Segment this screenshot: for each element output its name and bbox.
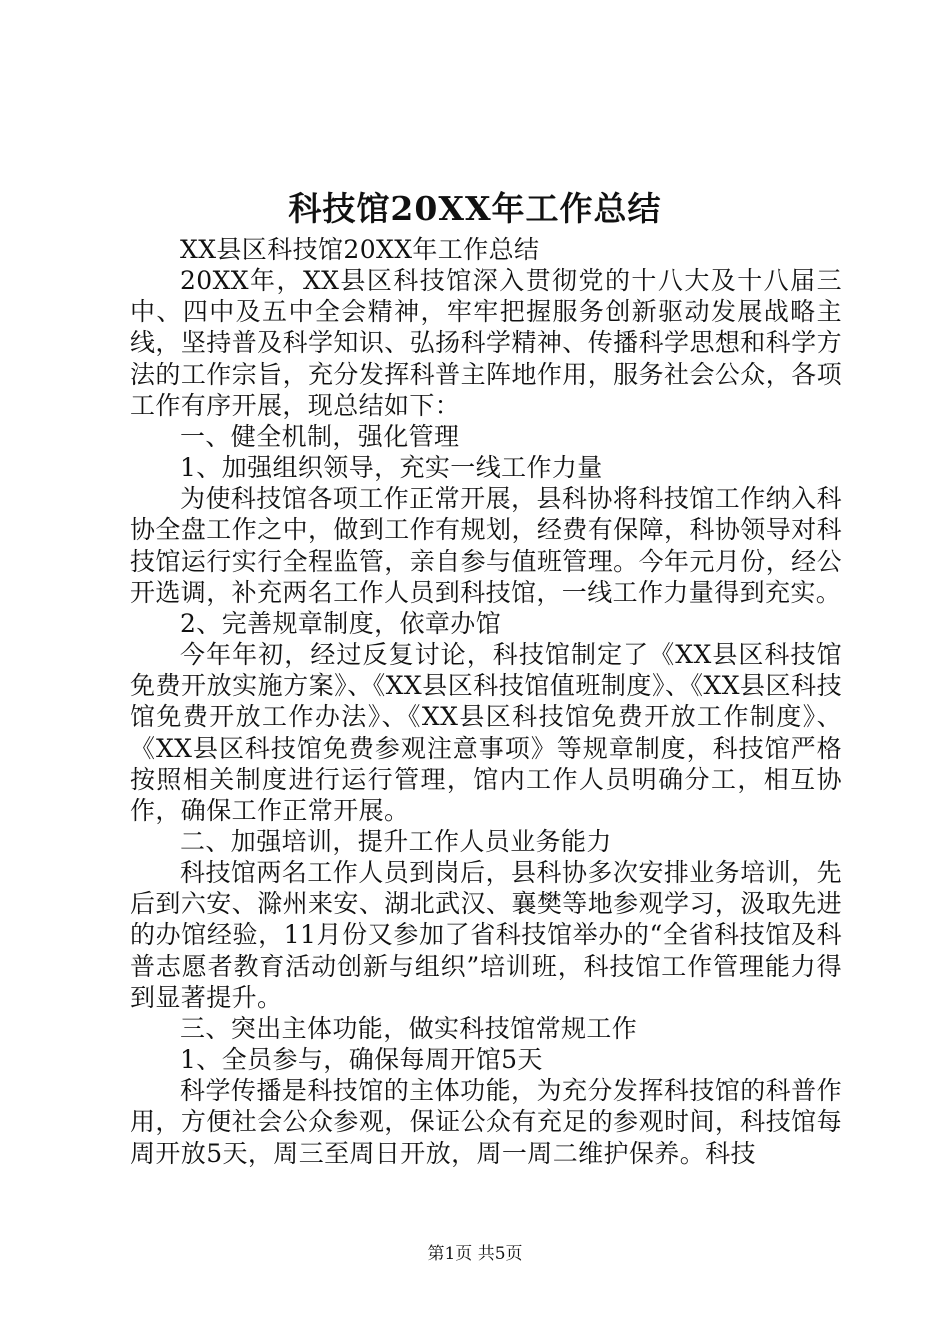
section-heading-3: 三、突出主体功能，做实科技馆常规工作 [180,1013,638,1043]
page-footer: 第1页 共5页 [427,1244,523,1264]
document-title: 科技馆20XX年工作总结 [288,189,662,228]
paragraph-intro: 20XX年，XX县区科技馆深入贯彻党的十八大及十八届三中、四中及五中全会精神，牢牢把握服务创新驱动发展战略主线，坚持普及科学知识、弘扬科学精神、传播科学思想和科学方法的工作宗旨，充分发挥科普主阵地作用，服务社会公众，各项工作有序开展，现总结如下： [130,266,842,420]
section-heading-2: 二、加强培训，提升工作人员业务能力 [180,826,612,856]
paragraph-section-3-1: 科学传播是科技馆的主体功能，为充分发挥科技馆的科普作用，方便社会公众参观，保证公众有充足的参观时间，科技馆每周开放5天，周三至周日开放，周一周二维护保养。科技 [130,1076,842,1168]
subsection-heading-3-1: 1、全员参与，确保每周开馆5天 [180,1045,543,1075]
document-body [130,234,842,1169]
paragraph-section-1-2: 今年年初，经过反复讨论，科技馆制定了《XX县区科技馆免费开放实施方案》、《XX县区科技馆值班制度》、《XX县区科技馆免费开放工作办法》、《XX县区科技馆免费开放工作制度》、《XX县区科技馆免费参观注意事项》等规章制度，科技馆严格按照相关制度进行运行管理，馆内工作人员明确分工，相互协作，确保工作正常开展。 [130,640,842,825]
subsection-heading-1-2: 2、完善规章制度，依章办馆 [180,608,502,638]
paragraph-section-1-1: 为使科技馆各项工作正常开展，县科协将科技馆工作纳入科协全盘工作之中，做到工作有规划，经费有保障，科协领导对科技馆运行实行全程监管，亲自参与值班管理。今年元月份，经公开选调，补充两名工作人员到科技馆，一线工作力量得到充实。 [130,484,842,607]
paragraph-section-2: 科技馆两名工作人员到岗后，县科协多次安排业务培训，先后到六安、滁州来安、湖北武汉、襄樊等地参观学习，汲取先进的办馆经验，11月份又参加了省科技馆举办的“全省科技馆及科普志愿者教育活动创新与组织”培训班，科技馆工作管理能力得到显著提升。 [130,858,842,1012]
subsection-heading-1-1: 1、加强组织领导，充实一线工作力量 [180,453,603,483]
section-heading-1: 一、健全机制，强化管理 [180,421,460,451]
paragraph-subtitle: XX县区科技馆20XX年工作总结 [180,235,540,264]
